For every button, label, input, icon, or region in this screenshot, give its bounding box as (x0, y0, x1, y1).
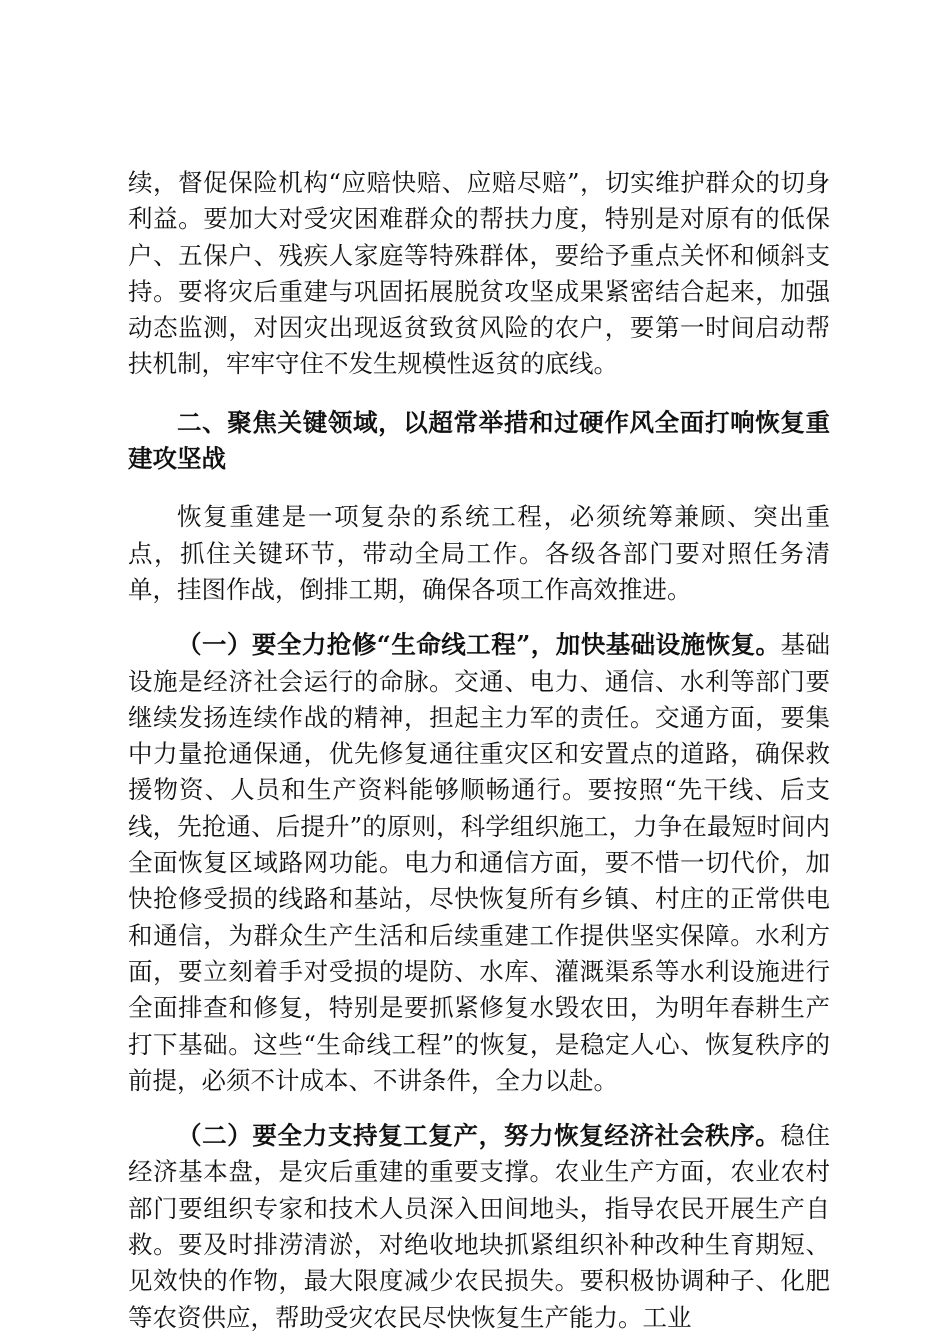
subsection-2-lead: （二）要全力支持复工复产，努力恢复经济社会秩序。 (177, 1121, 781, 1151)
paragraph-intro: 恢复重建是一项复杂的系统工程，必须统筹兼顾、突出重点，抓住关键环节，带动全局工作。各级各部门要对照任务清单，挂图作战，倒排工期，确保各项工作高效推进。 (128, 502, 830, 604)
document-body (128, 165, 830, 1336)
subsection-2 (128, 1118, 830, 1336)
subsection-2-body: 稳住经济基本盘，是灾后重建的重要支撑。农业生产方面，农业农村部门要组织专家和技术人员深入田间地头，指导农民开展生产自救。要及时排涝清淤，对绝收地块抓紧组织补种改种生育期短、见效快的作物，最大限度减少农民损失。要积极协调种子、化肥等农资供应，帮助受灾农民尽快恢复生产能力。工业 (128, 1121, 830, 1332)
subsection-1-body: 基础设施是经济社会运行的命脉。交通、电力、通信、水利等部门要继续发扬连续作战的精神，担起主力军的责任。交通方面，要集中力量抢通保通，优先修复通往重灾区和安置点的道路，确保救援物资、人员和生产资料能够顺畅通行。要按照“先干线、后支线，先抢通、后提升”的原则，科学组织施工，力争在最短时间内全面恢复区域路网功能。电力和通信方面，要不惜一切代价，加快抢修受损的线路和基站，尽快恢复所有乡镇、村庄的正常供电和通信，为群众生产生活和后续重建工作提供坚实保障。水利方面，要立刻着手对受损的堤防、水库、灌溉渠系等水利设施进行全面排查和修复，特别是要抓紧修复水毁农田，为明年春耕生产打下基础。这些“生命线工程”的恢复，是稳定人心、恢复秩序的前提，必须不计成本、不讲条件，全力以赴。 (128, 630, 831, 1095)
section-heading: 二、聚焦关键领域，以超常举措和过硬作风全面打响恢复重建攻坚战 (128, 407, 830, 474)
paragraph-continuation: 续，督促保险机构“应赔快赔、应赔尽赔”，切实维护群众的切身利益。要加大对受灾困难群众的帮扶力度，特别是对原有的低保户、五保户、残疾人家庭等特殊群体，要给予重点关怀和倾斜支持。要将灾后重建与巩固拓展脱贫攻坚成果紧密结合起来，加强动态监测，对因灾出现返贫致贫风险的农户，要第一时间启动帮扶机制，牢牢守住不发生规模性返贫的底线。 (128, 168, 830, 379)
subsection-1-lead: （一）要全力抢修“生命线工程”，加快基础设施恢复。 (177, 630, 781, 660)
subsection-1 (128, 627, 830, 1099)
